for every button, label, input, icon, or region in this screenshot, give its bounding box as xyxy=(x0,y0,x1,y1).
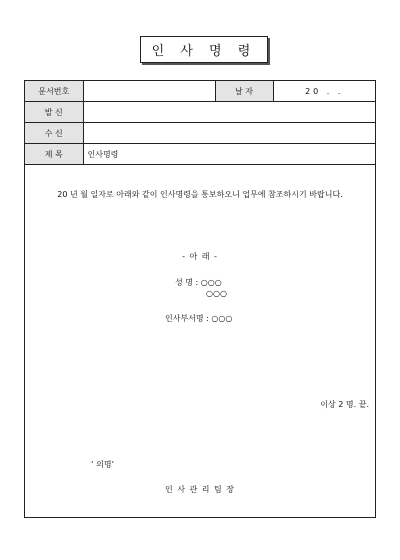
header-row-sender xyxy=(25,102,375,123)
doc-number-label: 문서번호 xyxy=(25,81,83,102)
date-field[interactable]: 20 . . xyxy=(273,81,375,102)
header-row-doc-number xyxy=(25,81,375,102)
header-table xyxy=(25,81,375,165)
below-heading: - 아 래 - xyxy=(182,252,218,261)
header-row-receiver xyxy=(25,123,375,144)
approval-note: ‘ 의명’ xyxy=(91,460,115,469)
header-row-subject xyxy=(25,144,375,165)
receiver-field[interactable] xyxy=(83,123,375,144)
name-line: 성 명 : ○○○ xyxy=(175,278,222,287)
doc-number-field[interactable] xyxy=(83,81,215,102)
subject-label: 제 목 xyxy=(25,144,83,165)
department-line: 인사부서명 : ○○○ xyxy=(165,314,233,323)
name-line-second: ○○○ xyxy=(206,289,227,298)
personnel-order-form xyxy=(24,80,376,518)
date-label: 날 자 xyxy=(215,81,273,102)
closing-text: 이상 2 명. 끝. xyxy=(320,400,369,409)
receiver-label: 수 신 xyxy=(25,123,83,144)
signature-title: 인 사 관 리 팀 장 xyxy=(164,485,236,494)
sender-field[interactable] xyxy=(83,102,375,123)
sender-label: 발 신 xyxy=(25,102,83,123)
subject-field[interactable]: 인사명령 xyxy=(83,144,375,165)
intro-text: 20 년 월 일자로 아래와 같이 인사명령을 통보하오니 업무에 참조하시기 바랍니다. xyxy=(57,190,343,199)
document-title: 인 사 명 령 xyxy=(140,36,268,63)
